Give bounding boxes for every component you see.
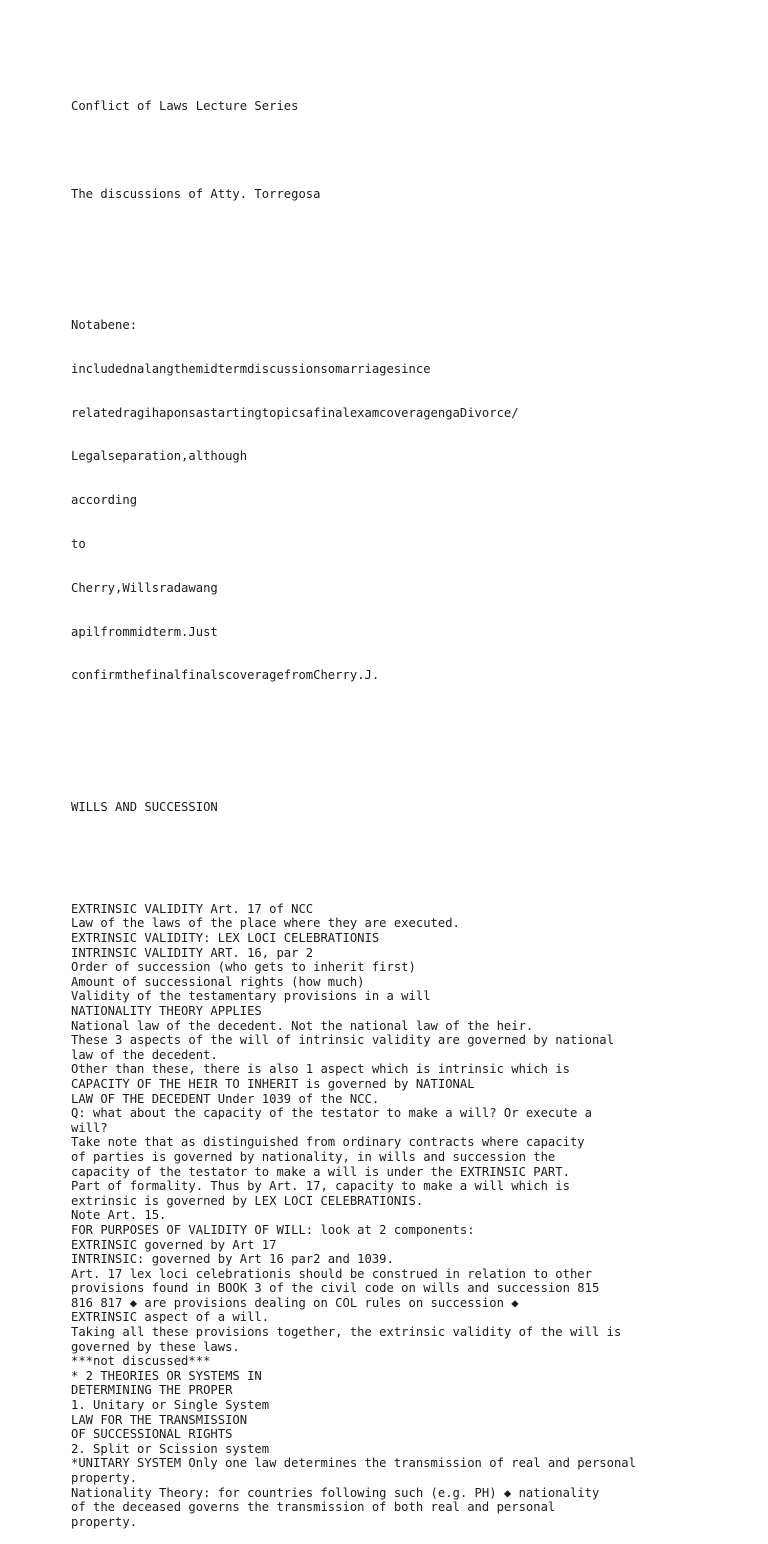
body-line: Other than these, there is also 1 aspect which is intrinsic which is <box>71 1062 570 1077</box>
body-line: property. <box>71 1471 138 1485</box>
body-line: ***not discussed*** <box>71 1354 211 1369</box>
body-line: Law of the laws of the place where they are executed. <box>71 916 460 931</box>
body-line: DETERMINING THE PROPER <box>71 1383 233 1398</box>
body-line: *UNITARY SYSTEM Only one law determines the transmission of real and personal <box>71 1456 636 1471</box>
body-line: extrinsic is governed by LEX LOCI CELEBRATIONIS. <box>71 1193 424 1208</box>
body-line: Note Art. 15. <box>71 1208 167 1223</box>
section-heading: WILLS AND SUCCESSION <box>71 799 218 814</box>
spacer <box>71 231 751 246</box>
body-text <box>71 902 751 1530</box>
body-line: Nationality Theory: for countries following such (e.g. PH) ◆ nationality <box>71 1485 600 1500</box>
body-line: of the deceased governs the transmission of both real and personal <box>71 1500 556 1515</box>
body-line: Q: what about the capacity of the testator to make a will? Or execute a <box>71 1106 592 1121</box>
body-line: will? <box>71 1120 108 1135</box>
notabene-label: Notabene: <box>71 318 138 333</box>
body-line: OF SUCCESSIONAL RIGHTS <box>71 1427 233 1442</box>
body-line: CAPACITY OF THE HEIR TO INHERIT is governed by NATIONAL <box>71 1076 475 1091</box>
body-line: EXTRINSIC aspect of a will. <box>71 1310 270 1325</box>
body-line: NATIONALITY THEORY APPLIES <box>71 1004 262 1018</box>
spacer <box>71 143 751 158</box>
body-line: provisions found in BOOK 3 of the civil code on wills and succession 815 <box>71 1281 600 1296</box>
series-title: Conflict of Laws Lecture Series <box>71 99 299 114</box>
notabene-line: confirmthefinalfinalscoveragefromCherry.J. <box>71 668 380 683</box>
notabene-line: includednalangthemidtermdiscussionsomarriagesince <box>71 361 431 376</box>
body-line: LAW OF THE DECEDENT Under 1039 of the NCC. <box>71 1091 380 1106</box>
body-line: These 3 aspects of the will of intrinsic validity are governed by national <box>71 1033 614 1048</box>
body-line: property. <box>71 1514 138 1529</box>
spacer <box>71 843 751 858</box>
body-line: capacity of the testator to make a will is under the EXTRINSIC PART. <box>71 1164 570 1179</box>
body-line: EXTRINSIC VALIDITY: LEX LOCI CELEBRATIONIS <box>71 931 380 946</box>
spacer <box>71 741 751 756</box>
notabene-line: apilfrommidterm.Just <box>71 624 218 639</box>
body-line: governed by these laws. <box>71 1339 240 1354</box>
body-line: LAW FOR THE TRANSMISSION <box>71 1412 248 1427</box>
notabene-line: Cherry,Willsradawang <box>71 580 218 595</box>
body-line: Order of succession (who gets to inherit first) <box>71 960 416 975</box>
body-line: 2. Split or Scission system <box>71 1441 270 1456</box>
body-line: of parties is governed by nationality, in wills and succession the <box>71 1149 556 1164</box>
body-line: Validity of the testamentary provisions in a will <box>71 989 431 1004</box>
body-line: Part of formality. Thus by Art. 17, capacity to make a will which is <box>71 1179 570 1194</box>
body-line: EXTRINSIC governed by Art 17 <box>71 1237 277 1252</box>
document-subtitle: The discussions of Atty. Torregosa <box>71 186 321 201</box>
document-page <box>71 70 751 1544</box>
notabene-line: to <box>71 537 86 551</box>
body-line: 816 817 ◆ are provisions dealing on COL rules on succession ◆ <box>71 1295 519 1310</box>
notabene-line: relatedragihaponsastartingtopicsafinalexamcoveragengaDivorce/ <box>71 405 519 420</box>
notabene-block <box>71 289 751 712</box>
body-line: * 2 THEORIES OR SYSTEMS IN <box>71 1368 262 1383</box>
body-line: Taking all these provisions together, the extrinsic validity of the will is <box>71 1325 622 1340</box>
notabene-line: according <box>71 493 138 508</box>
body-line: Amount of successional rights (how much) <box>71 974 365 989</box>
body-line: EXTRINSIC VALIDITY Art. 17 of NCC <box>71 901 314 916</box>
body-line: Art. 17 lex loci celebrationis should be construed in relation to other <box>71 1266 592 1281</box>
body-line: FOR PURPOSES OF VALIDITY OF WILL: look at 2 components: <box>71 1222 475 1237</box>
body-line: 1. Unitary or Single System <box>71 1398 270 1413</box>
body-line: INTRINSIC VALIDITY ART. 16, par 2 <box>71 945 314 960</box>
body-line: law of the decedent. <box>71 1047 218 1062</box>
notabene-line: Legalseparation,although <box>71 449 248 464</box>
body-line: Take note that as distinguished from ordinary contracts where capacity <box>71 1135 585 1150</box>
body-line: National law of the decedent. Not the national law of the heir. <box>71 1018 534 1033</box>
body-line: INTRINSIC: governed by Art 16 par2 and 1039. <box>71 1252 394 1267</box>
